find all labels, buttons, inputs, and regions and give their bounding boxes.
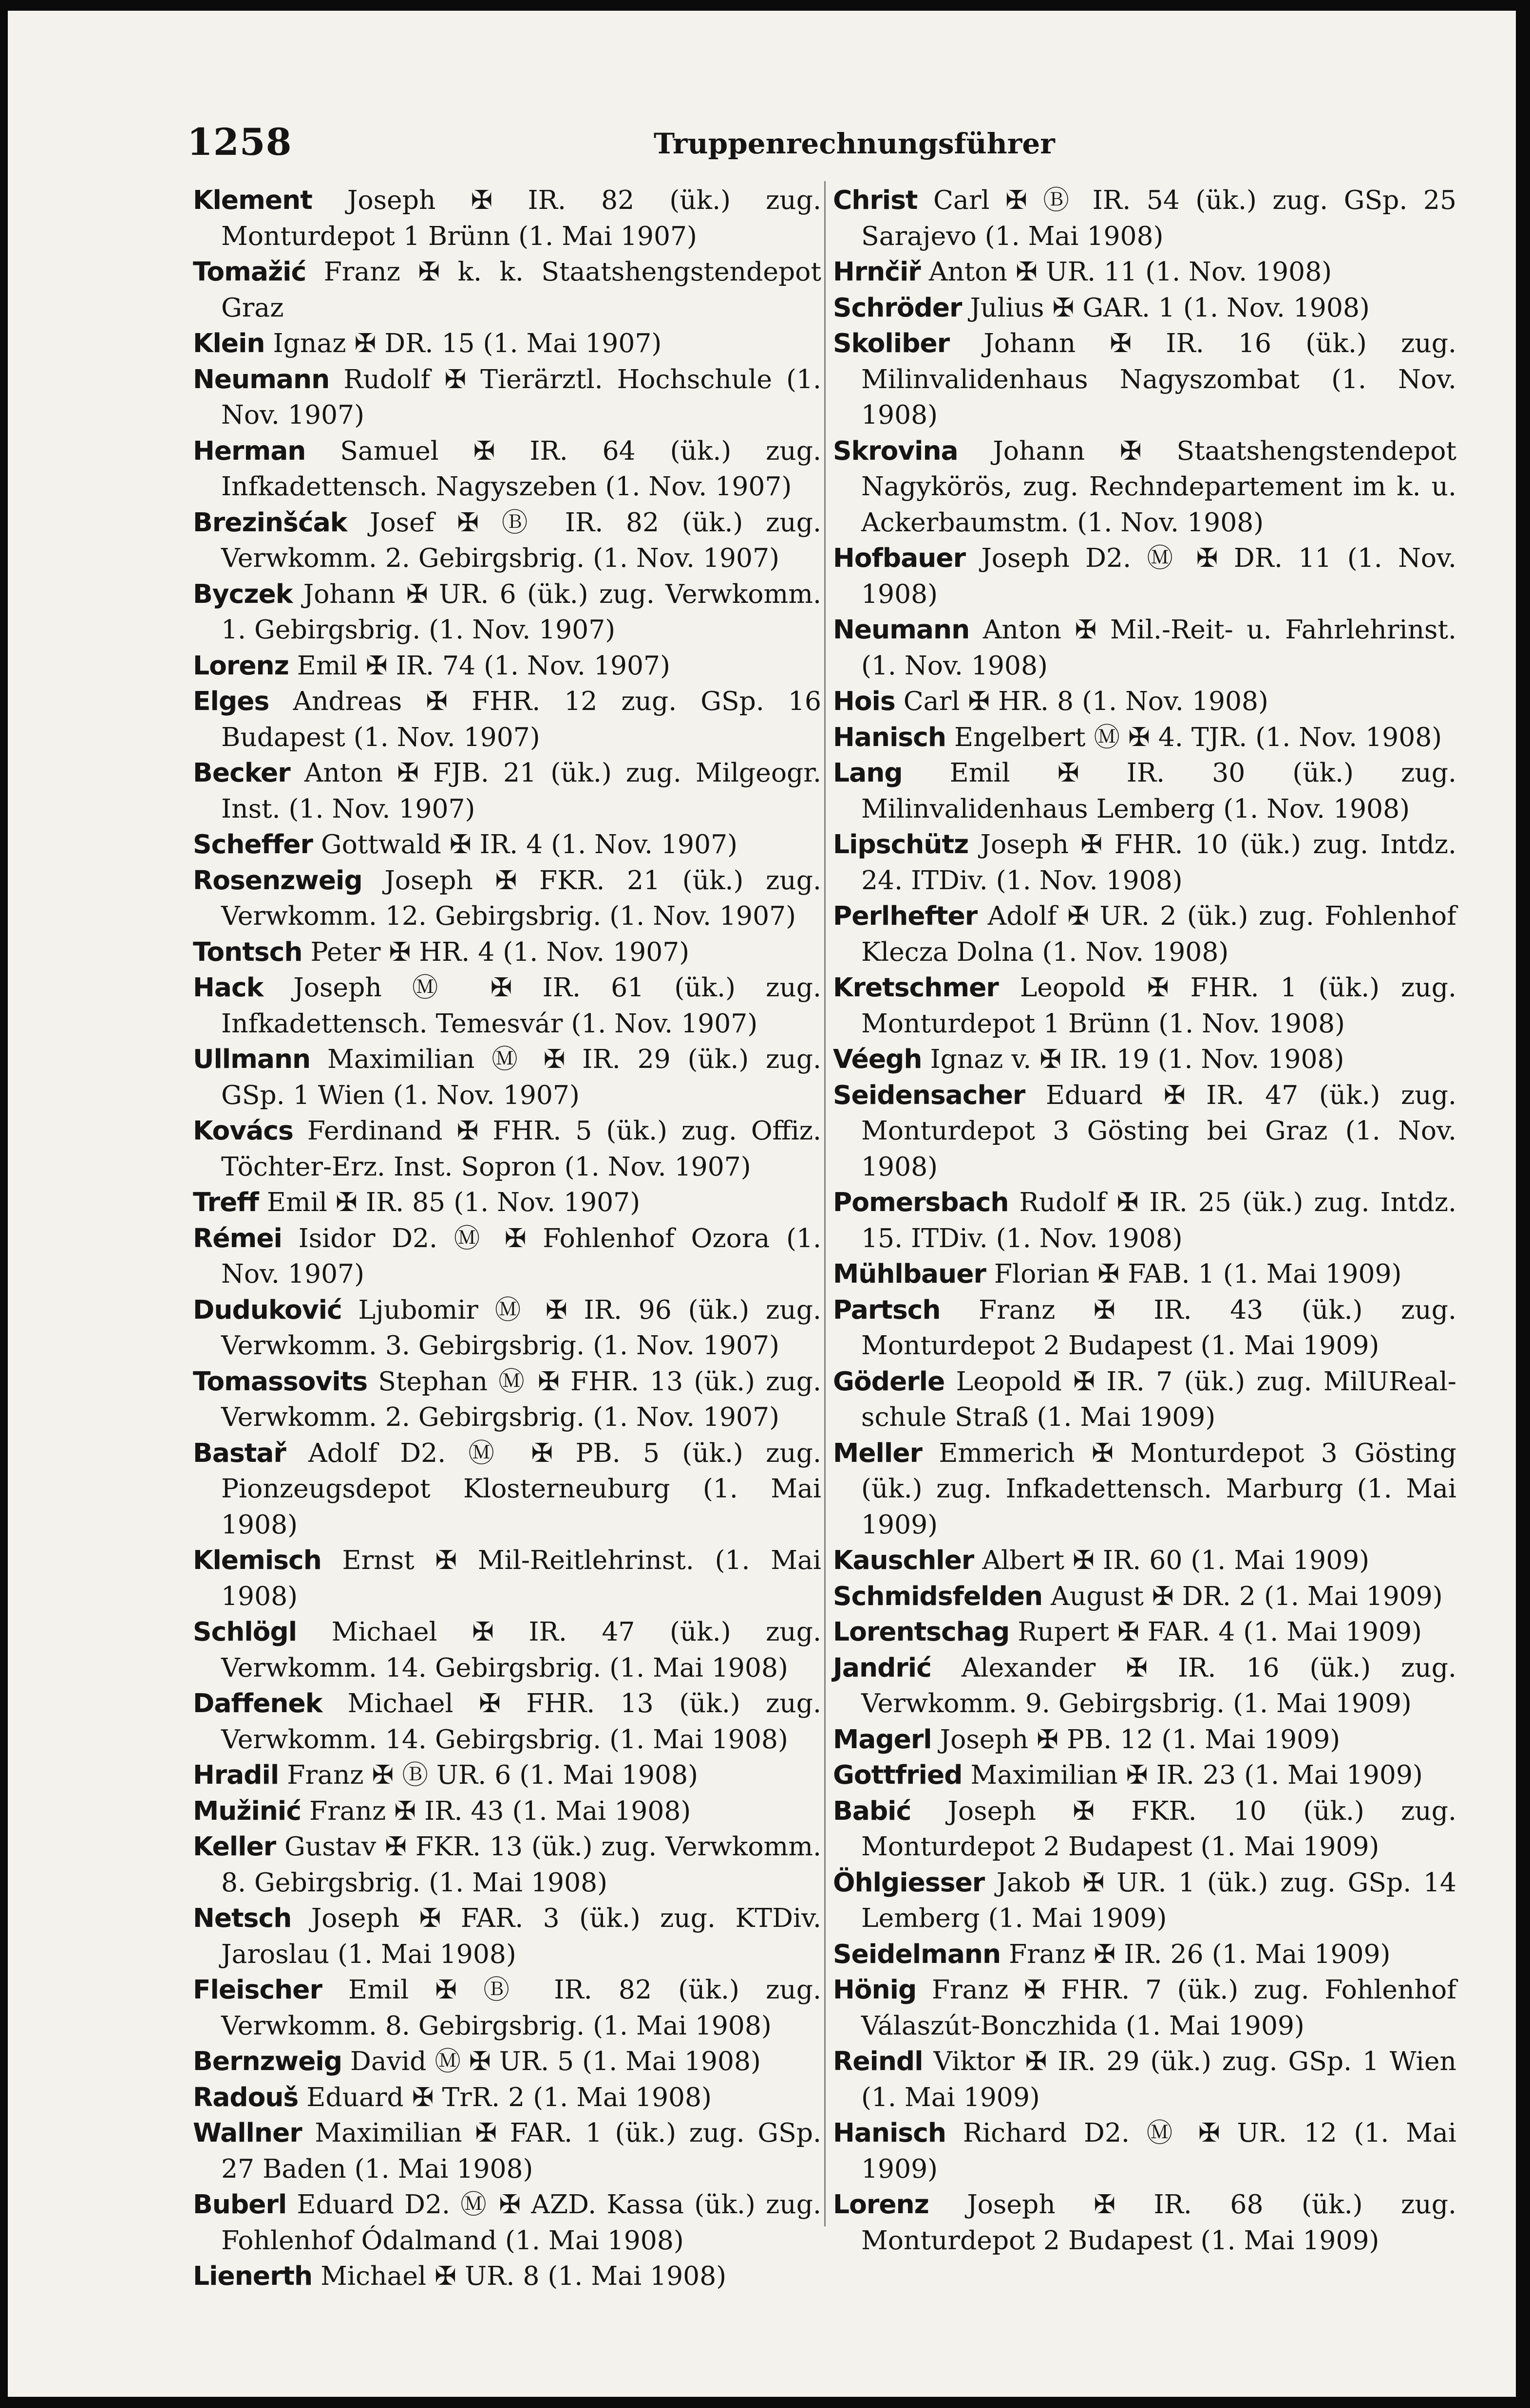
document-page xyxy=(8,11,1516,2397)
entry-details: August ✠ DR. 2 (1. Mai 1909) xyxy=(1042,1580,1443,1611)
entry-surname: Herman xyxy=(193,435,306,466)
entry-details: Jakob ✠ UR. 1 (ük.) zug. GSp. 14 Lemberg (1. Mai 1909) xyxy=(861,1867,1456,1933)
register-entry xyxy=(833,1936,1456,1972)
entry-details: Eduard ✠ IR. 47 (ük.) zug. Monturdepot 3 Gösting bei Graz (1. Nov. 1908) xyxy=(861,1079,1456,1182)
entry-details: Gottwald ✠ IR. 4 (1. Nov. 1907) xyxy=(312,829,738,859)
register-entry xyxy=(833,1077,1456,1185)
entry-surname: Lorenz xyxy=(833,2189,929,2220)
register-entry xyxy=(193,648,821,684)
register-entry xyxy=(193,1793,821,1829)
entry-details: Franz ✠ k. k. Staatshengstendepot Graz xyxy=(221,256,821,323)
register-entry xyxy=(193,433,821,504)
entry-surname: Klein xyxy=(193,328,265,358)
register-entry xyxy=(193,1113,821,1184)
entry-details: Emil ✠ IR. 30 (ük.) zug. Milinvalidenhaus Lemberg (1. Nov. 1908) xyxy=(861,757,1456,824)
entry-surname: Ullmann xyxy=(193,1044,311,1074)
register-entry xyxy=(833,1184,1456,1256)
entry-surname: Klemisch xyxy=(193,1545,321,1575)
register-entry xyxy=(833,290,1456,326)
register-entry xyxy=(193,1972,821,2043)
entry-details: Franz ✠ Ⓑ UR. 6 (1. Mai 1908) xyxy=(279,1759,698,1790)
entry-details: Franz ✠ IR. 26 (1. Mai 1909) xyxy=(1001,1938,1391,1969)
entry-surname: Pomersbach xyxy=(833,1187,1009,1217)
entry-details: Anton ✠ UR. 11 (1. Nov. 1908) xyxy=(920,256,1332,287)
entry-details: Johann ✠ UR. 6 (ük.) zug. Verwkomm. 1. Gebirgsbrig. (1. Nov. 1907) xyxy=(221,578,821,645)
entry-details: Eduard ✠ TrR. 2 (1. Mai 1908) xyxy=(298,2081,712,2112)
entry-details: Julius ✠ GAR. 1 (1. Nov. 1908) xyxy=(962,292,1370,323)
register-entry xyxy=(193,2079,821,2115)
entry-surname: Elges xyxy=(193,686,269,716)
register-entry xyxy=(193,1435,821,1543)
entry-surname: Öhlgiesser xyxy=(833,1867,985,1898)
entry-details: Florian ✠ FAB. 1 (1. Mai 1909) xyxy=(985,1258,1402,1289)
register-entry xyxy=(833,1650,1456,1721)
register-entry xyxy=(193,1041,821,1113)
entry-details: Stephan Ⓜ ✠ FHR. 13 (ük.) zug. Verwkomm. 2. Gebirgsbrig. (1. Nov. 1907) xyxy=(221,1365,821,1432)
entry-surname: Rosenzweig xyxy=(193,864,362,896)
register-entry xyxy=(193,1829,821,1900)
entry-details: Isidor D2. Ⓜ ✠ Fohlenhof Ozora (1. Nov. 1907) xyxy=(221,1222,821,1289)
entry-surname: Hack xyxy=(193,972,264,1003)
entry-surname: Bernzweig xyxy=(193,2046,342,2076)
entry-details: Engelbert Ⓜ ✠ 4. TJR. (1. Nov. 1908) xyxy=(945,721,1442,752)
entry-surname: Fleischer xyxy=(193,1974,322,2005)
entry-surname: Jandrić xyxy=(833,1652,931,1683)
entry-details: Leopold ✠ IR. 7 (ük.) zug. MilUReal-schule Straß (1. Mai 1909) xyxy=(861,1365,1456,1432)
entry-details: Franz ✠ IR. 43 (1. Mai 1908) xyxy=(301,1795,691,1826)
entry-surname: Bastař xyxy=(193,1437,286,1468)
entry-surname: Hrnčiř xyxy=(833,256,921,287)
register-entry xyxy=(193,1292,821,1363)
entry-surname: Scheffer xyxy=(193,829,313,859)
register-entry xyxy=(833,182,1456,254)
register-entry xyxy=(833,325,1456,433)
left-column xyxy=(193,182,821,2294)
entry-details: Rudolf ✠ IR. 25 (ük.) zug. Intdz. 15. ITDiv. (1. Nov. 1908) xyxy=(861,1187,1456,1253)
entry-surname: Hanisch xyxy=(833,2117,946,2148)
entry-details: Joseph ✠ FHR. 10 (ük.) zug. Intdz. 24. ITDiv. (1. Nov. 1908) xyxy=(861,829,1456,896)
entry-details: Maximilian Ⓜ ✠ IR. 29 (ük.) zug. GSp. 1 Wien (1. Nov. 1907) xyxy=(221,1044,821,1110)
entry-details: Emil ✠ IR. 85 (1. Nov. 1907) xyxy=(258,1187,641,1217)
entry-details: Gustav ✠ FKR. 13 (ük.) zug. Verwkomm. 8. Gebirgsbrig. (1. Mai 1908) xyxy=(221,1831,821,1898)
register-entry xyxy=(833,683,1456,719)
entry-surname: Hanisch xyxy=(833,721,946,752)
register-entry xyxy=(833,612,1456,683)
register-entry xyxy=(833,1435,1456,1543)
entry-surname: Rémei xyxy=(193,1222,282,1253)
register-entry xyxy=(193,325,821,361)
entry-surname: Mühlbauer xyxy=(833,1258,986,1289)
entry-details: Johann ✠ Staatshengstendepot Nagykörös, zug. Rechndepartement im k. u. Ackerbaumstm. (1. Nov. 1908) xyxy=(861,435,1456,538)
register-entry xyxy=(833,2186,1456,2258)
register-entry xyxy=(193,2186,821,2258)
register-entry xyxy=(833,433,1456,541)
entry-details: Andreas ✠ FHR. 12 zug. GSp. 16 Budapest (1. Nov. 1907) xyxy=(221,686,821,752)
register-entry xyxy=(193,1614,821,1685)
entry-surname: Lorenz xyxy=(193,650,289,681)
entry-surname: Schröder xyxy=(833,292,962,323)
register-entry xyxy=(193,1757,821,1793)
register-entry xyxy=(833,755,1456,826)
entry-surname: Hois xyxy=(833,686,895,716)
entry-surname: Becker xyxy=(193,757,290,788)
entry-surname: Göderle xyxy=(833,1365,945,1397)
register-entry xyxy=(193,2115,821,2186)
entry-surname: Schmidsfelden xyxy=(833,1580,1043,1611)
register-entry xyxy=(193,361,821,433)
entry-surname: Kovács xyxy=(193,1115,293,1146)
entry-details: Anton ✠ FJB. 21 (ük.) zug. Milgeogr. Inst. (1. Nov. 1907) xyxy=(221,757,821,824)
entry-details: Adolf D2. Ⓜ ✠ PB. 5 (ük.) zug. Pionzeugsdepot Klosterneuburg (1. Mai 1908) xyxy=(221,1437,821,1540)
entry-surname: Véegh xyxy=(833,1044,922,1074)
entry-details: Joseph ✠ FKR. 10 (ük.) zug. Monturdepot 2 Budapest (1. Mai 1909) xyxy=(861,1795,1456,1862)
entry-details: Joseph ✠ FKR. 21 (ük.) zug. Verwkomm. 12. Gebirgsbrig. (1. Nov. 1907) xyxy=(221,864,821,931)
entry-details: Michael ✠ UR. 8 (1. Mai 1908) xyxy=(312,2260,727,2291)
register-entry xyxy=(193,826,821,862)
register-entry xyxy=(833,1865,1456,1936)
entry-surname: Tomažić xyxy=(193,256,306,287)
running-head: Truppenrechnungsführer xyxy=(654,127,1055,160)
entry-surname: Babić xyxy=(833,1795,911,1826)
register-entry xyxy=(833,254,1456,290)
entry-surname: Byczek xyxy=(193,578,293,609)
entry-details: David Ⓜ ✠ UR. 5 (1. Mai 1908) xyxy=(342,2046,761,2076)
register-entry xyxy=(193,2258,821,2294)
register-entry xyxy=(833,2043,1456,2115)
entry-details: Joseph ✠ FAR. 3 (ük.) zug. KTDiv. Jaroslau (1. Mai 1908) xyxy=(221,1903,821,1969)
entry-surname: Radouš xyxy=(193,2081,299,2112)
entry-details: Joseph Ⓜ ✠ IR. 61 (ük.) zug. Infkadettensch. Temesvár (1. Nov. 1907) xyxy=(221,972,821,1039)
entry-surname: Lienerth xyxy=(193,2260,313,2291)
entry-surname: Klement xyxy=(193,185,312,215)
entry-details: Carl ✠ Ⓑ IR. 54 (ük.) zug. GSp. 25 Sarajevo (1. Mai 1908) xyxy=(861,185,1456,251)
entry-surname: Christ xyxy=(833,185,918,215)
entry-details: Alexander ✠ IR. 16 (ük.) zug. Verwkomm. 9. Gebirgsbrig. (1. Mai 1909) xyxy=(861,1652,1456,1718)
register-entry xyxy=(193,182,821,254)
entry-details: Joseph D2. Ⓜ ✠ DR. 11 (1. Nov. 1908) xyxy=(861,542,1456,609)
register-entry xyxy=(833,1972,1456,2043)
entry-surname: Hradil xyxy=(193,1759,279,1790)
column-divider xyxy=(824,181,826,2226)
entry-details: Ignaz v. ✠ IR. 19 (1. Nov. 1908) xyxy=(922,1044,1344,1074)
register-entry xyxy=(833,1041,1456,1077)
entry-details: Joseph ✠ IR. 82 (ük.) zug. Monturdepot 1 Brünn (1. Mai 1907) xyxy=(221,185,821,251)
entry-surname: Skrovina xyxy=(833,435,958,466)
entry-surname: Wallner xyxy=(193,2117,302,2148)
entry-details: Emil ✠ IR. 74 (1. Nov. 1907) xyxy=(288,650,670,681)
register-entry xyxy=(833,1292,1456,1363)
register-entry xyxy=(193,1542,821,1614)
entry-details: Michael ✠ FHR. 13 (ük.) zug. Verwkomm. 14. Gebirgsbrig. (1. Mai 1908) xyxy=(221,1688,821,1755)
entry-surname: Hofbauer xyxy=(833,542,965,573)
entry-surname: Magerl xyxy=(833,1723,932,1755)
register-entry xyxy=(193,1363,821,1435)
entry-surname: Lipschütz xyxy=(833,829,969,859)
entry-surname: Tontsch xyxy=(193,936,302,967)
register-entry xyxy=(833,2115,1456,2186)
entry-details: Emil ✠ Ⓑ IR. 82 (ük.) zug. Verwkomm. 8. Gebirgsbrig. (1. Mai 1908) xyxy=(221,1974,821,2041)
entry-surname: Neumann xyxy=(833,614,970,645)
entry-surname: Netsch xyxy=(193,1903,292,1933)
entry-surname: Partsch xyxy=(833,1294,941,1325)
register-entry xyxy=(193,862,821,934)
entry-details: Joseph ✠ IR. 68 (ük.) zug. Monturdepot 2 Budapest (1. Mai 1909) xyxy=(861,2189,1456,2256)
entry-surname: Schlögl xyxy=(193,1616,297,1647)
entry-surname: Neumann xyxy=(193,363,330,394)
entry-details: Rupert ✠ FAR. 4 (1. Mai 1909) xyxy=(1009,1616,1422,1647)
register-entry xyxy=(833,1256,1456,1292)
entry-surname: Keller xyxy=(193,1831,276,1862)
register-entry xyxy=(833,898,1456,970)
register-entry xyxy=(193,1184,821,1220)
register-entry xyxy=(833,1363,1456,1435)
register-entry xyxy=(193,1685,821,1757)
entry-details: Peter ✠ HR. 4 (1. Nov. 1907) xyxy=(302,936,690,967)
register-entry xyxy=(193,504,821,576)
entry-details: Josef ✠ Ⓑ IR. 82 (ük.) zug. Verwkomm. 2. Gebirgsbrig. (1. Nov. 1907) xyxy=(221,506,821,573)
entry-details: Michael ✠ IR. 47 (ük.) zug. Verwkomm. 14. Gebirgsbrig. (1. Mai 1908) xyxy=(221,1616,821,1683)
register-entry xyxy=(193,970,821,1041)
entry-details: Ignaz ✠ DR. 15 (1. Mai 1907) xyxy=(264,328,662,358)
entry-surname: Kretschmer xyxy=(833,972,999,1003)
entry-surname: Tomassovits xyxy=(193,1365,368,1397)
register-entry xyxy=(833,1578,1456,1614)
entry-details: Albert ✠ IR. 60 (1. Mai 1909) xyxy=(974,1545,1370,1575)
register-entry xyxy=(193,1220,821,1292)
entry-surname: Seidelmann xyxy=(833,1938,1001,1969)
entry-details: Richard D2. Ⓜ ✠ UR. 12 (1. Mai 1909) xyxy=(861,2117,1456,2184)
entry-surname: Lang xyxy=(833,757,903,788)
entry-surname: Buberl xyxy=(193,2189,287,2220)
entry-surname: Gottfried xyxy=(833,1759,963,1790)
entry-details: Ferdinand ✠ FHR. 5 (ük.) zug. Offiz. Töchter-Erz. Inst. Sopron (1. Nov. 1907) xyxy=(221,1115,821,1182)
register-entry xyxy=(833,1614,1456,1650)
entry-details: Ernst ✠ Mil-Reitlehrinst. (1. Mai 1908) xyxy=(221,1545,821,1611)
register-entry xyxy=(193,2043,821,2079)
entry-details: Maximilian ✠ FAR. 1 (ük.) zug. GSp. 27 Baden (1. Mai 1908) xyxy=(221,2117,821,2184)
entry-details: Leopold ✠ FHR. 1 (ük.) zug. Monturdepot 1 Brünn (1. Nov. 1908) xyxy=(861,972,1456,1039)
register-entry xyxy=(833,1542,1456,1578)
entry-details: Maximilian ✠ IR. 23 (1. Mai 1909) xyxy=(962,1759,1423,1790)
register-entry xyxy=(193,934,821,970)
entry-surname: Seidensacher xyxy=(833,1079,1025,1110)
entry-details: Joseph ✠ PB. 12 (1. Mai 1909) xyxy=(931,1723,1341,1755)
page-header xyxy=(187,120,1458,174)
entry-surname: Hönig xyxy=(833,1974,917,2005)
entry-details: Anton ✠ Mil.-Reit- u. Fahrlehrinst. (1. Nov. 1908) xyxy=(861,614,1456,681)
entry-details: Carl ✠ HR. 8 (1. Nov. 1908) xyxy=(895,686,1268,716)
entry-surname: Duduković xyxy=(193,1294,342,1325)
register-entry xyxy=(833,1793,1456,1865)
entry-details: Franz ✠ FHR. 7 (ük.) zug. Fohlenhof Válaszút-Bonczhida (1. Mai 1909) xyxy=(861,1974,1456,2041)
entry-surname: Skoliber xyxy=(833,328,950,358)
entry-details: Rudolf ✠ Tierärztl. Hochschule (1. Nov. 1907) xyxy=(221,363,821,430)
right-column xyxy=(833,182,1456,2258)
entry-surname: Treff xyxy=(193,1187,259,1217)
entry-details: Johann ✠ IR. 16 (ük.) zug. Milinvalidenhaus Nagyszombat (1. Nov. 1908) xyxy=(861,328,1456,430)
register-entry xyxy=(833,970,1456,1041)
register-entry xyxy=(833,826,1456,898)
page-number: 1258 xyxy=(187,120,292,164)
register-entry xyxy=(193,755,821,826)
entry-surname: Lorentschag xyxy=(833,1616,1010,1647)
entry-details: Eduard D2. Ⓜ ✠ AZD. Kassa (ük.) zug. Fohlenhof Ódalmand (1. Mai 1908) xyxy=(221,2189,821,2256)
entry-details: Ljubomir Ⓜ ✠ IR. 96 (ük.) zug. Verwkomm. 3. Gebirgsbrig. (1. Nov. 1907) xyxy=(221,1294,821,1361)
register-entry xyxy=(833,1721,1456,1757)
register-entry xyxy=(833,719,1456,755)
register-entry xyxy=(193,254,821,325)
entry-details: Franz ✠ IR. 43 (ük.) zug. Monturdepot 2 Budapest (1. Mai 1909) xyxy=(861,1294,1456,1361)
entry-details: Samuel ✠ IR. 64 (ük.) zug. Infkadettensch. Nagyszeben (1. Nov. 1907) xyxy=(221,435,821,502)
entry-surname: Reindl xyxy=(833,2046,923,2076)
entry-surname: Perlhefter xyxy=(833,900,978,931)
register-entry xyxy=(833,540,1456,612)
entry-surname: Mužinić xyxy=(193,1795,301,1826)
entry-details: Viktor ✠ IR. 29 (ük.) zug. GSp. 1 Wien (1. Mai 1909) xyxy=(861,2046,1456,2112)
register-entry xyxy=(193,576,821,648)
register-entry xyxy=(193,683,821,755)
entry-details: Emmerich ✠ Monturdepot 3 Gösting (ük.) zug. Infkadettensch. Marburg (1. Mai 1909) xyxy=(861,1437,1456,1540)
entry-surname: Kauschler xyxy=(833,1545,974,1575)
register-entry xyxy=(833,1757,1456,1793)
register-entry xyxy=(193,1900,821,1972)
entry-details: Adolf ✠ UR. 2 (ük.) zug. Fohlenhof Klecza Dolna (1. Nov. 1908) xyxy=(861,900,1456,967)
entry-surname: Meller xyxy=(833,1437,922,1468)
entry-surname: Brezinšćak xyxy=(193,506,347,538)
entry-surname: Daffenek xyxy=(193,1688,322,1718)
